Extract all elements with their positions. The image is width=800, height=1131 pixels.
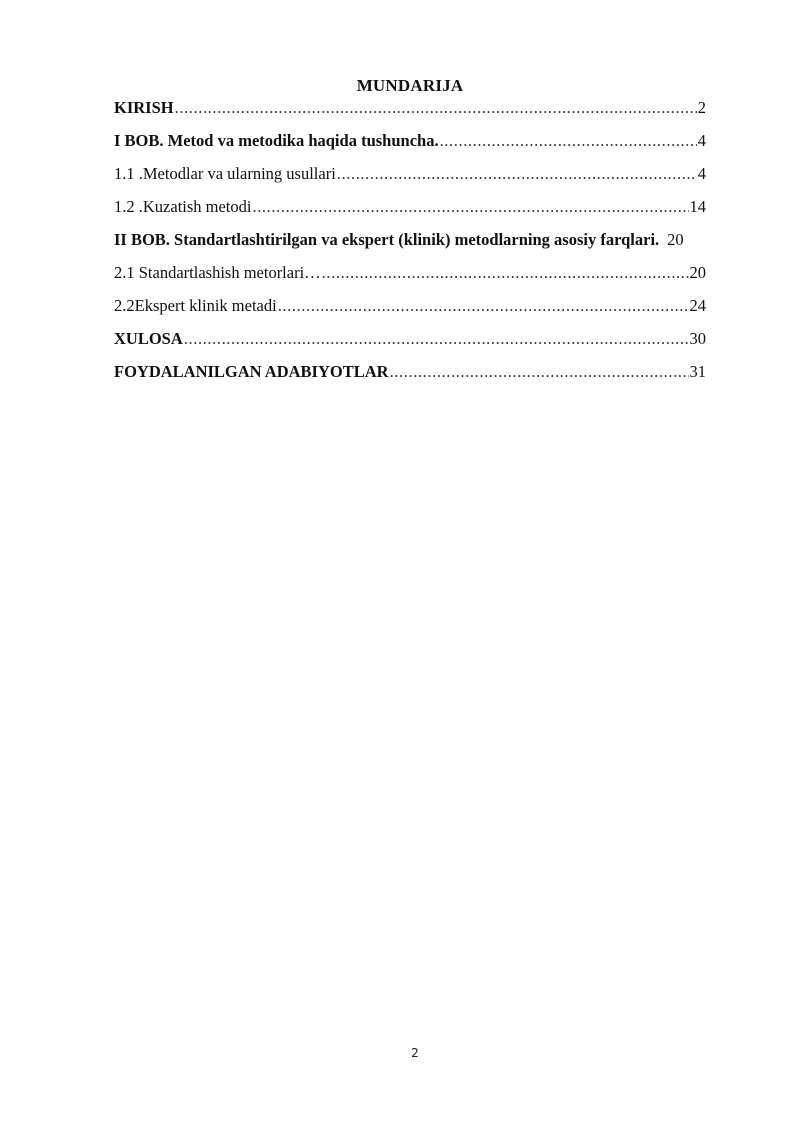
toc-entry-adabiyotlar (114, 362, 706, 395)
toc-entry-label: I BOB. Metod va metodika haqida tushuncha. (114, 131, 439, 150)
toc-entry-kirish (114, 98, 706, 131)
toc-entry-label: 1.1 .Metodlar va ularning usullari (114, 164, 336, 183)
toc-entry-label: FOYDALANILGAN ADABIYOTLAR (114, 362, 389, 381)
toc-entry-page: 14 (689, 197, 706, 216)
toc-entry-page: 31 (689, 362, 706, 381)
dot-leader (278, 296, 689, 316)
toc-title: MUNDARIJA (356, 76, 464, 95)
toc-entry-page: 20 (689, 263, 706, 282)
toc-entry-page: 20 (667, 230, 684, 249)
toc-entry-label: 1.2 .Kuzatish metodi (114, 197, 252, 216)
dot-leader (440, 131, 697, 151)
toc-entry-label: II BOB. Standartlashtirilgan va ekspert (klinik) metodlarning asosiy farqlari. (114, 230, 660, 249)
toc-entry-chapter-1 (114, 131, 706, 164)
toc-entry-label: 2.1 Standartlashish metorlari… (114, 263, 321, 282)
dot-leader (184, 329, 689, 349)
dot-leader (322, 263, 689, 283)
page-number: 2 (411, 1046, 419, 1060)
dot-leader (175, 98, 697, 118)
toc-entry-label: XULOSA (114, 329, 183, 348)
toc-entry-chapter-2 (114, 230, 764, 263)
toc-entry-page: 4 (697, 131, 706, 150)
table-of-contents (114, 98, 706, 395)
toc-entry-page: 4 (697, 164, 706, 183)
toc-entry-2-2 (114, 296, 706, 329)
toc-entry-xulosa (114, 329, 706, 362)
dot-leader (337, 164, 697, 184)
toc-entry-label: 2.2Ekspert klinik metadi (114, 296, 277, 315)
toc-entry-page: 2 (697, 98, 706, 117)
toc-entry-1-2 (114, 197, 706, 230)
toc-entry-label: KIRISH (114, 98, 174, 117)
toc-entry-page: 30 (689, 329, 706, 348)
toc-entry-1-1 (114, 164, 706, 197)
toc-entry-page: 24 (689, 296, 706, 315)
toc-entry-2-1 (114, 263, 706, 296)
dot-leader (252, 197, 688, 217)
dot-leader (390, 362, 689, 382)
